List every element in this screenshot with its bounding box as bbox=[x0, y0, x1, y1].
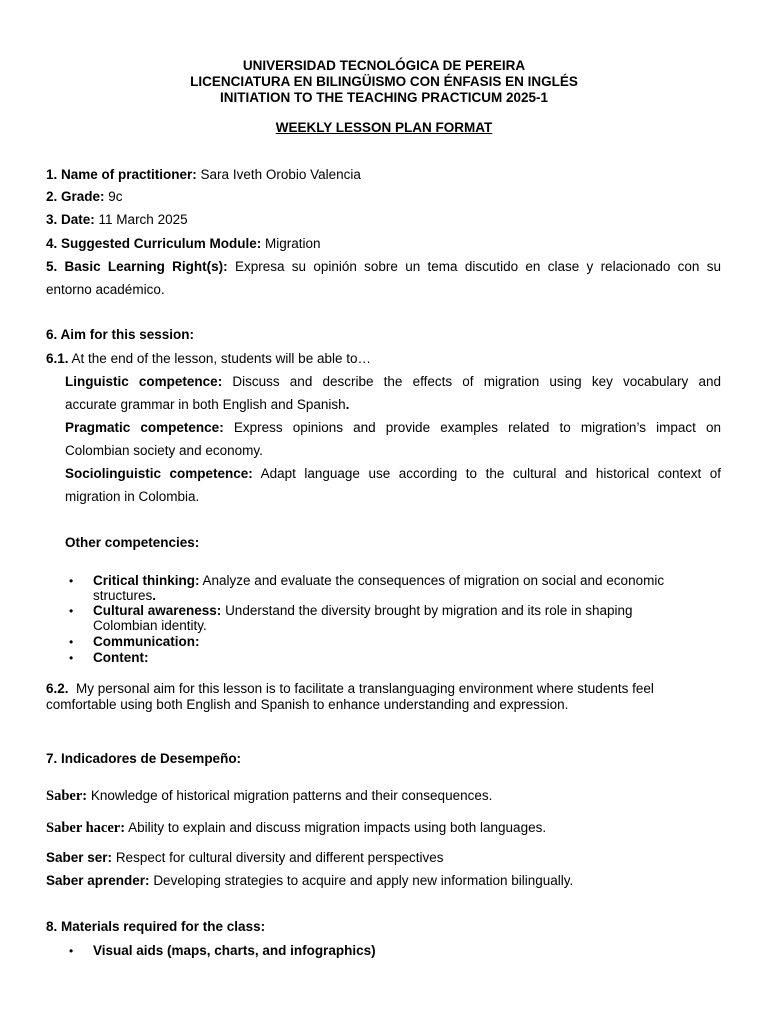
bullet-icon: • bbox=[69, 944, 74, 958]
bullet-icon: • bbox=[69, 604, 74, 618]
field-label: 3. Date: bbox=[46, 212, 95, 227]
personal-aim-label: 6.2. bbox=[46, 681, 69, 696]
field-learning-right bbox=[46, 259, 721, 275]
indicator-text: Respect for cultural diversity and different perspectives bbox=[115, 850, 444, 865]
indicator-text: Knowledge of historical migration patterns and their consequences. bbox=[90, 788, 493, 803]
indicator-saber-aprender bbox=[46, 873, 573, 889]
competence-linguistic bbox=[65, 374, 721, 390]
competence-label: Sociolinguistic competence: bbox=[65, 466, 253, 481]
field-module bbox=[46, 236, 321, 252]
field-practitioner bbox=[46, 167, 361, 183]
competency-critical-thinking-cont bbox=[93, 588, 156, 604]
indicator-text: Ability to explain and discuss migration impacts using both languages. bbox=[128, 820, 547, 835]
form-title-text: WEEKLY LESSON PLAN FORMAT bbox=[275, 120, 493, 135]
field-label: 1. Name of practitioner: bbox=[46, 167, 197, 182]
field-value: Migration bbox=[265, 236, 321, 251]
field-label: 4. Suggested Curriculum Module: bbox=[46, 236, 262, 251]
personal-aim-text: My personal aim for this lesson is to facilitate a translanguaging environment where students feel bbox=[76, 681, 654, 696]
indicator-saber-ser bbox=[46, 850, 443, 866]
competency-text: Analyze and evaluate the consequences of migration on social and economic bbox=[202, 573, 665, 588]
aim-intro-label: 6.1. bbox=[46, 351, 69, 366]
indicator-label: Saber aprender: bbox=[46, 873, 150, 888]
competency-communication bbox=[93, 634, 200, 650]
field-value: 11 March 2025 bbox=[98, 212, 188, 227]
university-name: UNIVERSIDAD TECNOLÓGICA DE PEREIRA bbox=[242, 58, 526, 73]
bullet-icon: • bbox=[69, 651, 74, 665]
competence-linguistic-cont bbox=[65, 397, 349, 413]
field-value: 9c bbox=[108, 189, 123, 204]
field-grade bbox=[46, 189, 123, 205]
field-label: 2. Grade: bbox=[46, 189, 105, 204]
competence-pragmatic-cont: Colombian society and economy. bbox=[65, 443, 263, 458]
competence-label: Linguistic competence: bbox=[65, 374, 223, 389]
indicator-text: Developing strategies to acquire and apply new information bilingually. bbox=[153, 873, 574, 888]
indicator-saber-hacer bbox=[46, 820, 546, 836]
competency-text: structures bbox=[93, 588, 153, 603]
materials-heading: 8. Materials required for the class: bbox=[46, 919, 266, 934]
indicator-label: Saber ser: bbox=[46, 850, 113, 865]
field-value: Sara Iveth Orobio Valencia bbox=[200, 167, 361, 182]
field-date bbox=[46, 212, 188, 228]
competency-content bbox=[93, 650, 148, 666]
program-name: LICENCIATURA EN BILINGÜISMO CON ÉNFASIS EN INGLÉS bbox=[190, 74, 578, 89]
competency-period: . bbox=[152, 588, 157, 603]
competency-label: Content: bbox=[93, 650, 149, 665]
aim-intro bbox=[46, 351, 371, 367]
competency-label: Critical thinking: bbox=[93, 573, 200, 588]
competency-cultural-awareness bbox=[93, 603, 633, 619]
competence-pragmatic bbox=[65, 420, 721, 436]
bullet-icon: • bbox=[69, 574, 74, 588]
competency-critical-thinking bbox=[93, 573, 664, 589]
other-competencies-heading: Other competencies: bbox=[65, 535, 200, 550]
personal-aim bbox=[46, 681, 654, 697]
competency-text: Understand the diversity brought by migration and its role in shaping bbox=[225, 603, 633, 618]
competence-text: accurate grammar in both English and Spanish bbox=[65, 397, 346, 412]
field-learning-right-cont: entorno académico. bbox=[46, 282, 165, 297]
competency-label: Cultural awareness: bbox=[93, 603, 222, 618]
indicator-saber bbox=[46, 788, 492, 804]
competence-sociolinguistic bbox=[65, 466, 721, 482]
indicator-label: Saber hacer: bbox=[46, 820, 126, 836]
competency-cultural-awareness-cont: Colombian identity. bbox=[93, 618, 207, 633]
form-title bbox=[0, 120, 768, 136]
indicator-label: Saber: bbox=[46, 788, 88, 804]
competence-period: . bbox=[345, 397, 350, 412]
competence-text: Express opinions and provide examples related to migration’s impact on bbox=[233, 420, 721, 435]
aim-heading: 6. Aim for this session: bbox=[46, 327, 195, 342]
field-label: 5. Basic Learning Right(s): bbox=[46, 259, 228, 274]
material-item: Visual aids (maps, charts, and infographics) bbox=[93, 943, 376, 958]
competency-label: Communication: bbox=[93, 634, 200, 649]
aim-intro-text: At the end of the lesson, students will be able to… bbox=[71, 351, 371, 366]
competence-label: Pragmatic competence: bbox=[65, 420, 224, 435]
competence-sociolinguistic-cont: migration in Colombia. bbox=[65, 489, 200, 504]
field-value: Expresa su opinión sobre un tema discutido en clase y relacionado con su bbox=[234, 259, 721, 274]
indicators-heading: 7. Indicadores de Desempeño: bbox=[46, 751, 242, 766]
personal-aim-cont: comfortable using both English and Spanish to enhance understanding and expression. bbox=[46, 697, 569, 712]
competence-text: Discuss and describe the effects of migration using key vocabulary and bbox=[232, 374, 721, 389]
bullet-icon: • bbox=[69, 635, 74, 649]
competence-text: Adapt language use according to the cultural and historical context of bbox=[260, 466, 722, 481]
course-name: INITIATION TO THE TEACHING PRACTICUM 2025-1 bbox=[219, 90, 549, 105]
